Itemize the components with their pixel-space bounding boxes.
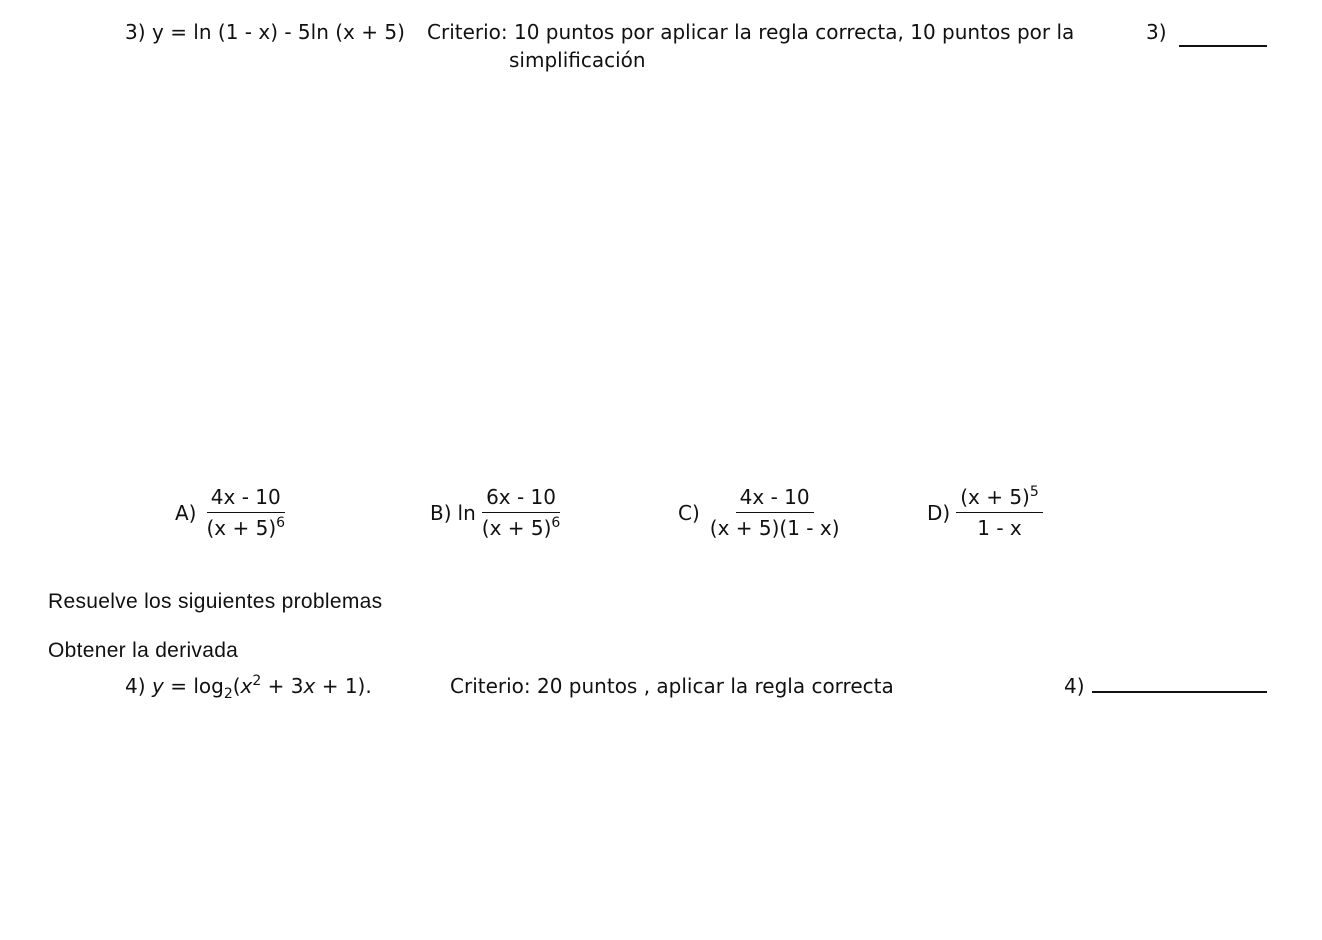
choice-c[interactable] [678, 485, 844, 540]
choice-d-denominator: 1 - x [977, 516, 1022, 540]
choice-b[interactable] [430, 485, 564, 540]
problem-3-answer-line[interactable] [1179, 45, 1267, 47]
choice-b-numerator: 6x - 10 [482, 485, 560, 513]
problem-4-middle: + 3 [261, 674, 304, 698]
choice-a-numerator: 4x - 10 [207, 485, 285, 513]
problem-3-criteria-line-1: Criterio: 10 puntos por aplicar la regla correcta, 10 puntos por la [427, 20, 1075, 44]
problem-3-number: 3) [125, 20, 146, 44]
problem-4-x-term: x [240, 674, 253, 698]
choice-c-denominator: (x + 5)(1 - x) [709, 516, 840, 540]
problem-4-criteria: Criterio: 20 puntos , aplicar la regla correcta [450, 674, 894, 698]
problem-4-log-base: 2 [223, 686, 233, 702]
choice-c-letter: C) [678, 500, 700, 525]
choice-c-fraction [706, 485, 844, 540]
problem-4-answer-line[interactable] [1092, 691, 1267, 693]
choice-a-den-base: (x + 5) [206, 516, 277, 540]
problem-3-criteria-line-2: simplificación [509, 48, 646, 72]
choice-d[interactable] [927, 485, 1043, 540]
problem-4-tail: + 1). [315, 674, 372, 698]
problem-3-answer-label: 3) [1146, 20, 1167, 44]
choice-d-num-exponent: 5 [1029, 484, 1039, 500]
choice-d-fraction [956, 485, 1043, 540]
choice-d-num-base: (x + 5) [960, 485, 1030, 509]
choice-d-letter: D) [927, 500, 951, 525]
problem-4-log: = log [163, 674, 224, 698]
problem-4-y: y [152, 674, 164, 698]
problem-4-x-term-2: x [303, 674, 316, 698]
choice-a-fraction [202, 485, 289, 540]
choice-c-numerator: 4x - 10 [736, 485, 814, 513]
choice-a-den-exponent: 6 [276, 515, 286, 531]
choice-b-den-exponent: 6 [551, 515, 561, 531]
choice-b-den-base: (x + 5) [481, 516, 552, 540]
choice-a-denominator [202, 513, 289, 540]
section-heading-problems: Resuelve los siguientes problemas [48, 590, 383, 613]
section-heading-derivative: Obtener la derivada [48, 639, 239, 662]
choice-b-prefix: ln [457, 500, 476, 525]
problem-4-number: 4) [125, 674, 146, 698]
choice-d-numerator [956, 485, 1043, 513]
problem-4-open-paren: ( [232, 674, 241, 698]
problem-4-equation [152, 673, 372, 702]
choice-b-denominator [478, 513, 565, 540]
choice-a-letter: A) [175, 500, 197, 525]
choice-b-letter: B) [430, 500, 452, 525]
problem-3-equation: y = ln (1 - x) - 5ln (x + 5) [152, 20, 405, 44]
choice-b-fraction [478, 485, 565, 540]
choice-a[interactable] [175, 485, 289, 540]
problem-4-exponent: 2 [252, 673, 262, 689]
problem-4-answer-label: 4) [1064, 674, 1085, 698]
